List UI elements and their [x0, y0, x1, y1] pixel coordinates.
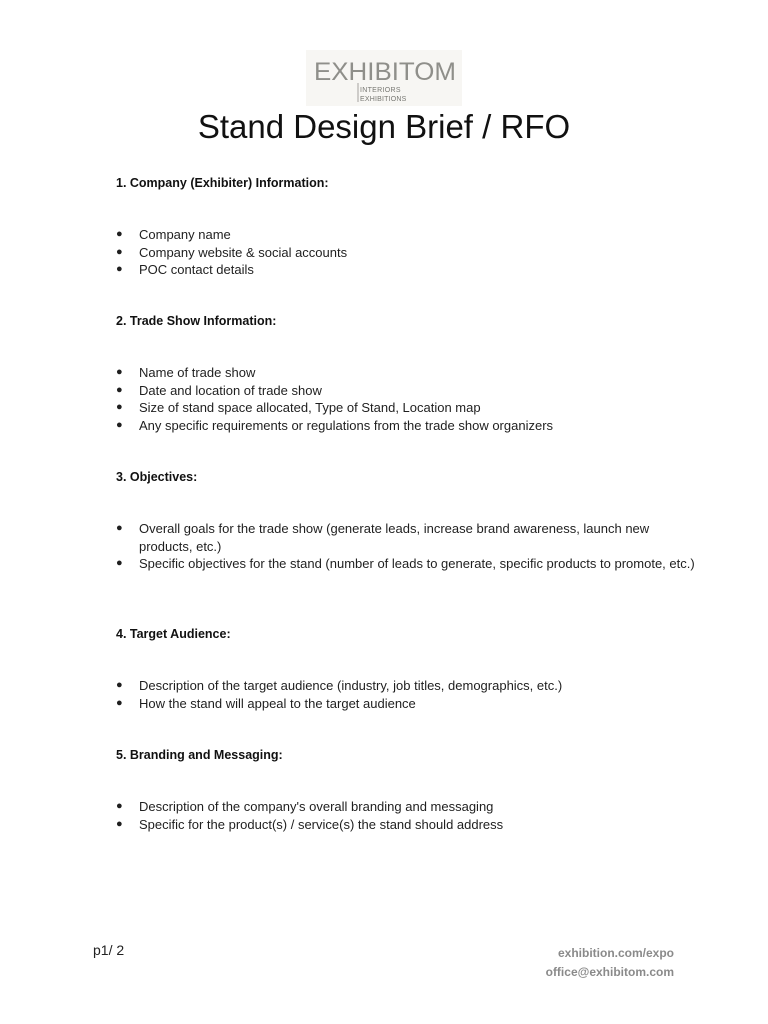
bullet-icon: ●	[116, 696, 123, 709]
section-heading: 5. Branding and Messaging:	[116, 748, 283, 762]
footer-contact	[546, 944, 674, 982]
footer-website-link[interactable]: exhibition.com/expo	[557, 946, 674, 960]
bullet-icon: ●	[116, 418, 123, 431]
bullet-list	[116, 364, 696, 434]
section-objectives	[116, 469, 696, 571]
logo-wordmark: EXHIBITOM	[314, 58, 456, 86]
list-item: ● Specific objectives for the stand (number of leads to generate, specific products to promote, etc.)	[116, 556, 695, 571]
bullet-icon: ●	[116, 522, 123, 534]
list-item: ● Company name	[116, 227, 231, 242]
section-heading: 2. Trade Show Information:	[116, 314, 277, 328]
footer-email-link[interactable]: office@exhibitom.com	[545, 965, 674, 979]
section-target-audience	[116, 626, 696, 711]
list-item: ● Description of the company's overall branding and messaging	[116, 799, 494, 814]
list-item: ● Description of the target audience (industry, job titles, demographics, etc.)	[116, 678, 563, 693]
logo-subline-exhibitions: EXHIBITIONS	[360, 96, 407, 103]
bullet-icon: ●	[116, 800, 123, 812]
bullet-icon: ●	[116, 401, 123, 413]
bullet-icon: ●	[116, 817, 123, 830]
list-item: ● POC contact details	[116, 262, 254, 277]
bullet-list	[116, 226, 696, 279]
list-item: ● Name of trade show	[116, 365, 256, 380]
list-item: ● Date and location of trade show	[116, 382, 322, 398]
bullet-icon: ●	[116, 383, 123, 396]
list-item: ● How the stand will appeal to the target audience	[116, 695, 416, 711]
bullet-icon: ●	[116, 228, 123, 240]
document-title: Stand Design Brief / RFO	[197, 108, 571, 145]
section-trade-show-info	[116, 313, 696, 433]
section-heading: 4. Target Audience:	[116, 627, 231, 641]
section-company-info	[116, 175, 696, 277]
exhibitom-logo	[306, 50, 462, 106]
bullet-icon: ●	[116, 263, 123, 275]
bullet-icon: ●	[116, 679, 123, 691]
bullet-list	[116, 798, 696, 833]
logo-subline-interiors: INTERIORS	[360, 87, 401, 94]
bullet-list	[116, 520, 696, 573]
section-heading: 1. Company (Exhibiter) Information:	[116, 176, 329, 190]
list-item: ● Overall goals for the trade show (generate leads, increase brand awareness, launch new products, etc.)	[116, 521, 650, 554]
bullet-list	[116, 677, 696, 712]
list-item: ● Specific for the product(s) / service(s) the stand should address	[116, 816, 504, 832]
bullet-icon: ●	[116, 557, 123, 569]
page-number: p1/ 2	[93, 942, 125, 958]
list-item: ● Company website & social accounts	[116, 244, 348, 260]
section-heading: 3. Objectives:	[116, 470, 198, 484]
bullet-icon: ●	[116, 245, 123, 258]
section-branding-messaging	[116, 747, 696, 832]
list-item: ● Size of stand space allocated, Type of Stand, Location map	[116, 400, 481, 415]
list-item: ● Any specific requirements or regulations from the trade show organizers	[116, 417, 554, 433]
bullet-icon: ●	[116, 366, 123, 378]
